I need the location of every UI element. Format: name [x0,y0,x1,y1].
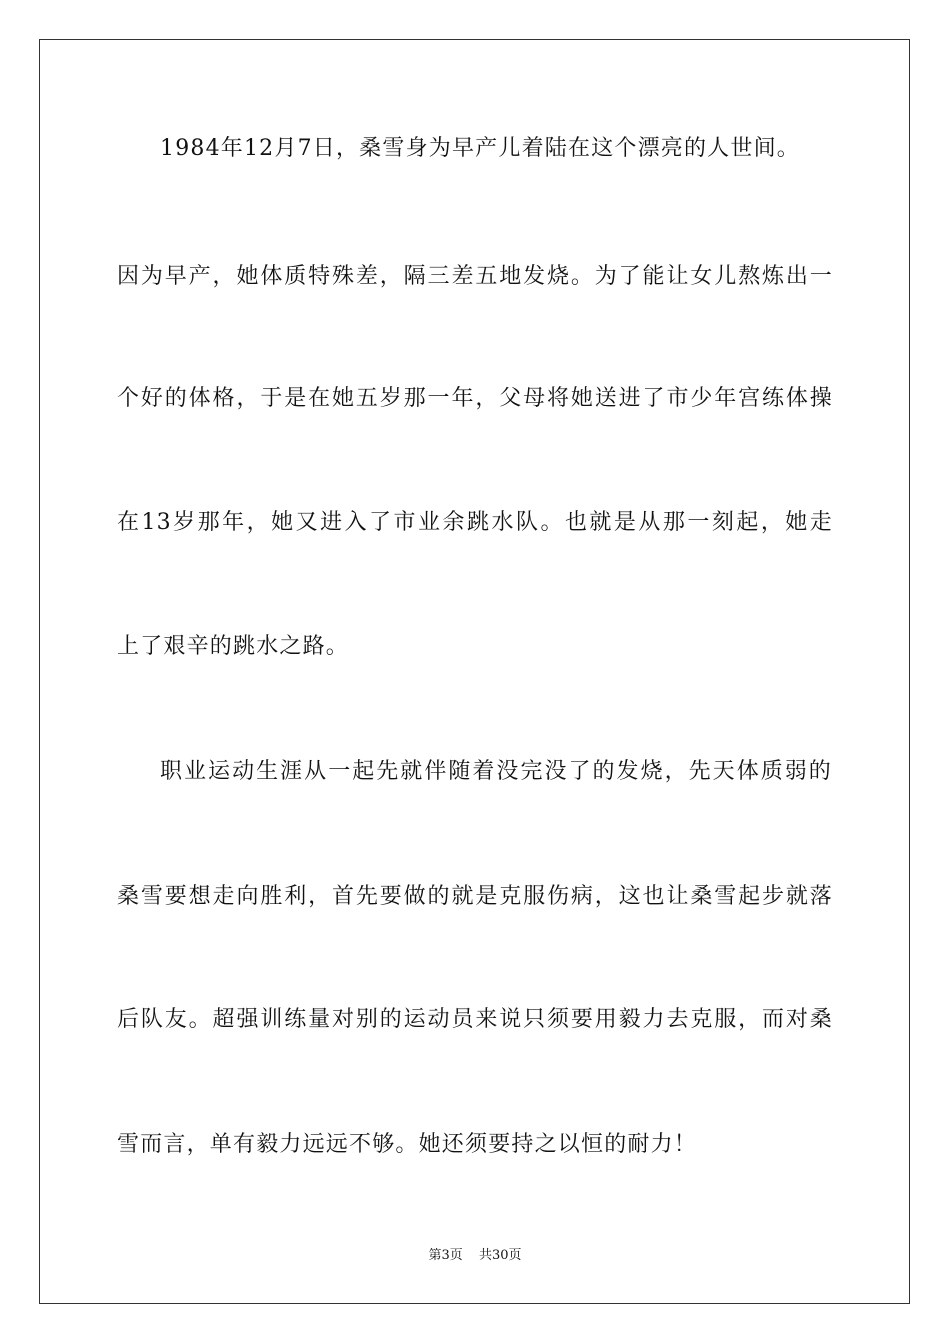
paragraph-2-line-1: 职业运动生涯从一起先就伴随着没完没了的发烧，先天体质弱的 [160,759,832,784]
paragraph-2-line-2: 桑雪要想走向胜利，首先要做的就是克服伤病，这也让桑雪起步就落 [117,884,833,909]
paragraph-1-line-3: 个好的体格，于是在她五岁那一年，父母将她送进了市少年宫练体操 [117,386,833,411]
paragraph-2-line-3: 后队友。超强训练量对别的运动员来说只须要用毅力去克服，而对桑 [117,1007,833,1032]
paragraph-1-line-5: 上了艰辛的跳水之路。 [117,634,350,659]
page-number: 第3页 [428,1248,463,1263]
paragraph-1-line-2: 因为早产，她体质特殊差，隔三差五地发烧。为了能让女儿熬炼出一 [117,264,833,289]
page-total: 共30页 [478,1248,522,1263]
page-footer [0,1247,950,1265]
paragraph-1-line-1: 1984年12月7日，桑雪身为早产儿着陆在这个漂亮的人世间。 [160,136,800,161]
paragraph-1-line-4: 在13岁那年，她又进入了市业余跳水队。也就是从那一刻起，她走 [117,510,833,535]
paragraph-2-line-4: 雪而言，单有毅力远远不够。她还须要持之以恒的耐力！ [117,1132,698,1157]
page-border [39,39,910,1304]
